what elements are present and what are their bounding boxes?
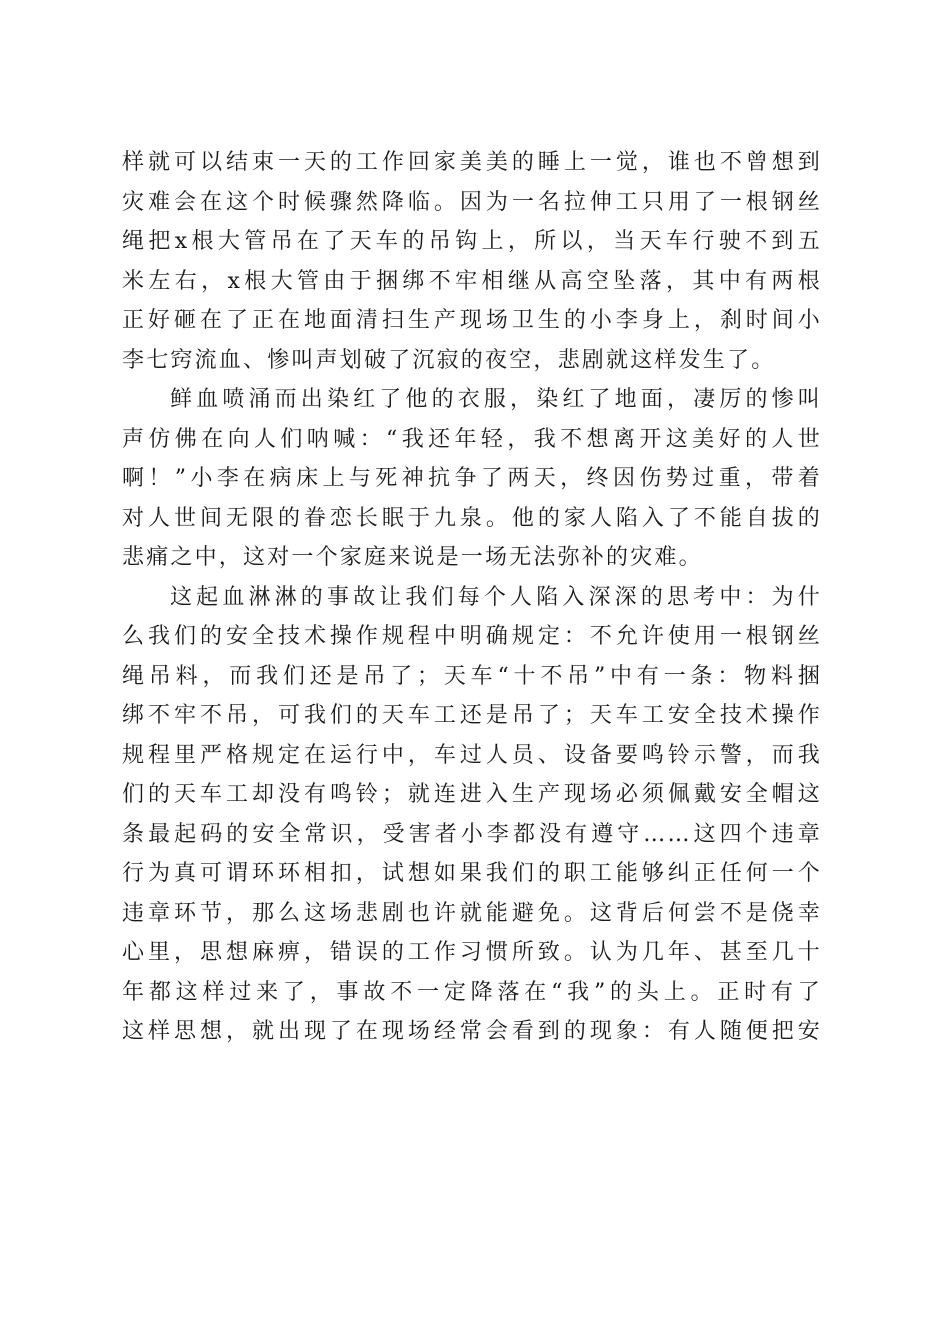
text-line: 么我们的安全技术操作规程中明确规定：不允许使用一根钢丝: [122, 624, 822, 649]
paragraph-2: [122, 380, 822, 578]
text-line: 正好砸在了正在地面清扫生产现场卫生的小李身上，刹时间小: [122, 308, 822, 333]
text-line: 行为真可谓环环相扣，试想如果我们的职工能够纠正任何一个: [122, 861, 822, 886]
text-line: 鲜血喷涌而出染红了他的衣服，染红了地面，凄厉的惨叫: [170, 387, 822, 412]
text-line: 违章环节，那么这场悲剧也许就能避免。这背后何尝不是侥幸: [122, 900, 822, 926]
text-line: 声仿佛在向人们呐喊：“我还年轻，我不想离开这美好的人世: [122, 426, 822, 452]
text-line: 规程里严格规定在运行中，车过人员、设备要鸣铃示警，而我: [122, 742, 822, 768]
text-line: 心里，思想麻痹，错误的工作习惯所致。认为几年、甚至几十: [122, 940, 822, 965]
text-line: 灾难会在这个时候骤然降临。因为一名拉伸工只用了一根钢丝: [122, 189, 822, 215]
text-line: 样就可以结束一天的工作回家美美的睡上一觉，谁也不曾想到: [122, 150, 822, 175]
text-line: 年都这样过来了，事故不一定降落在“我”的头上。正时有了: [122, 979, 822, 1005]
text-line: 绑不牢不吊，可我们的天车工还是吊了；天车工安全技术操作: [122, 703, 822, 728]
text-line: 绳把x根大管吊在了天车的吊钩上，所以，当天车行驶不到五: [122, 229, 822, 254]
text-line: 悲痛之中，这对一个家庭来说是一场无法弥补的灾难。: [122, 545, 703, 570]
text-line: 们的天车工却没有鸣铃；就连进入生产现场必须佩戴安全帽这: [122, 782, 822, 807]
text-line: 对人世间无限的眷恋长眠于九泉。他的家人陷入了不能自拔的: [122, 505, 822, 531]
text-line: 这起血淋淋的事故让我们每个人陷入深深的思考中：为什: [170, 584, 822, 610]
text-line: 绳吊料，而我们还是吊了；天车“十不吊”中有一条：物料捆: [122, 663, 822, 689]
text-line: 条最起码的安全常识，受害者小李都没有遵守……这四个违章: [122, 821, 822, 847]
text-line: 啊！”小李在病床上与死神抗争了两天，终因伤势过重，带着: [122, 466, 822, 491]
text-line: 米左右，x根大管由于捆绑不牢相继从高空坠落，其中有两根: [122, 268, 822, 294]
paragraph-3: [122, 578, 822, 1052]
document-body: [122, 143, 822, 1052]
text-line: 这样思想，就出现了在现场经常会看到的现象：有人随便把安: [122, 1019, 822, 1044]
paragraph-1: [122, 143, 822, 380]
text-line: 李七窍流血、惨叫声划破了沉寂的夜空，悲剧就这样发生了。: [122, 347, 776, 373]
